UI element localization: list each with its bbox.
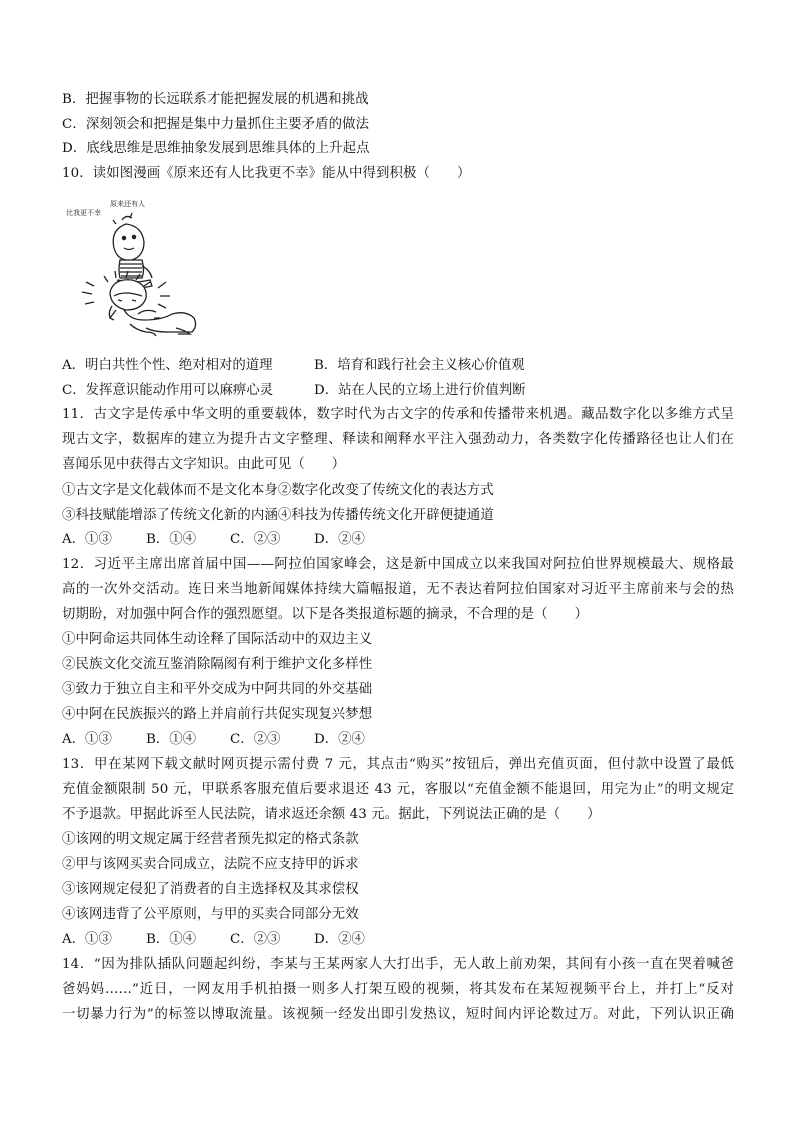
q12-option-b: B．①④ [146,732,197,747]
prev-option-c: C．深刻领会和把握是集中力量抓住主要矛盾的做法 [62,117,370,132]
q13-stem-line-3: 不予退款。甲据此诉至人民法院，请求返还余额 43 元。据此，下列说法正确的是（ ） [62,807,601,822]
q12-option-c: C．②③ [230,732,281,747]
prev-option-d: D．底线思维是思维抽象发展到思维具体的上升起点 [62,141,370,156]
q12-stem-line-2: 高的一次外交活动。连日来当地新闻媒体持续大篇幅报道，无不表达着阿拉伯国家对习近平主席前来与会的热 [62,582,734,597]
prev-option-b: B．把握事物的长远联系才能把握发展的机遇和挑战 [62,92,369,107]
q13-option-c: C．②③ [230,932,281,947]
q14-stem-line-3: 一切暴力行为”的标签以博取流量。该视频一经发出即引发热议，短时间内评论数过万。对此，下列认识正确 [62,1007,734,1022]
q11-stem-line-2: 现古文字，数据库的建立为提升古文字整理、释读和阐释水平注入强劲动力，各类数字化传播路径也让人们在 [62,432,734,447]
q11-stem-line-1: 11．古文字是传承中华文明的重要载体，数字时代为古文字的传承和传播带来机遇。藏品数字化以多维方式呈 [62,407,734,422]
cartoon-caption-2: 比我更不幸 [66,209,101,217]
sitting-child-figure [113,213,152,288]
q11-option-b: B．①④ [146,532,197,547]
q12-statement-4: ④中阿在民族振兴的路上并肩前行共促实现复兴梦想 [62,707,373,722]
q12-statement-3: ③致力于独立自主和平外交成为中阿共同的外交基础 [62,682,373,697]
q13-statement-1: ①该网的明文规定属于经营者预先拟定的格式条款 [62,832,359,847]
q13-option-a: A．①③ [62,932,112,947]
q12-statement-2: ②民族文化交流互鉴消除隔阂有利于维护文化多样性 [62,657,373,672]
q12-statement-1: ①中阿命运共同体生动诠释了国际活动中的双边主义 [62,632,373,647]
q12-option-a: A．①③ [62,732,112,747]
q13-option-d: D．②④ [314,932,365,947]
cartoon-illustration [64,196,214,346]
q13-stem-line-2: 充值金额限制 50 元，甲联系客服充值后要求退还 43 元，客服以“充值金额不能退回，用完为止”的明文规定 [62,782,734,797]
q12-option-d: D．②④ [314,732,365,747]
q13-statement-4: ④该网违背了公平原则，与甲的买卖合同部分无效 [62,907,359,922]
q14-stem-line-1: 14．“因为排队插队问题起纠纷，李某与王某两家人大打出手，无人敢上前劝架，其间有小孩一直在哭着喊爸 [62,957,734,972]
crying-child-figure [82,271,196,336]
q10-option-a: A．明白共性个性、绝对相对的道理 [62,358,273,373]
q14-stem-line-2: 爸妈妈……”近日，一网友用手机拍摄一则多人打架互殴的视频，将其发布在某短视频平台上，并打上“反对 [62,982,734,997]
q10-option-c: C．发挥意识能动作用可以麻痹心灵 [62,383,274,398]
q13-option-b: B．①④ [146,932,197,947]
q11-statement-1: ①古文字是文化载体而不是文化本身②数字化改变了传统文化的表达方式 [62,483,494,498]
q12-stem-line-3: 切期盼，对加强中阿合作的强烈愿望。以下是各类报道标题的摘录，不合理的是（ ） [62,607,589,622]
q11-stem-line-3: 喜闻乐见中获得古文字知识。由此可见（ ） [62,457,346,472]
q13-stem-line-1: 13．甲在某网下载文献时网页提示需付费 7 元，其点击“购买”按钮后，弹出充值页面，但付款中设置了最低 [62,757,734,772]
q10-option-d: D．站在人民的立场上进行价值判断 [314,383,526,398]
q11-statement-2: ③科技赋能增添了传统文化新的内涵④科技为传播传统文化开辟便捷通道 [62,508,494,523]
q10-stem: 10．读如图漫画《原来还有人比我更不幸》能从中得到积极（ ） [62,166,471,181]
q13-statement-2: ②甲与该网买卖合同成立，法院不应支持甲的诉求 [62,857,359,872]
q11-option-a: A．①③ [62,532,112,547]
q11-option-d: D．②④ [314,532,365,547]
q13-statement-3: ③该网规定侵犯了消费者的自主选择权及其求偿权 [62,882,359,897]
q12-stem-line-1: 12．习近平主席出席首届中国——阿拉伯国家峰会，这是新中国成立以来我国对阿拉伯世界规模最大、规格最 [62,557,734,572]
q10-option-b: B．培育和践行社会主义核心价值观 [314,358,525,373]
cartoon-caption-1: 原来还有人 [110,200,145,208]
q11-option-c: C．②③ [230,532,281,547]
